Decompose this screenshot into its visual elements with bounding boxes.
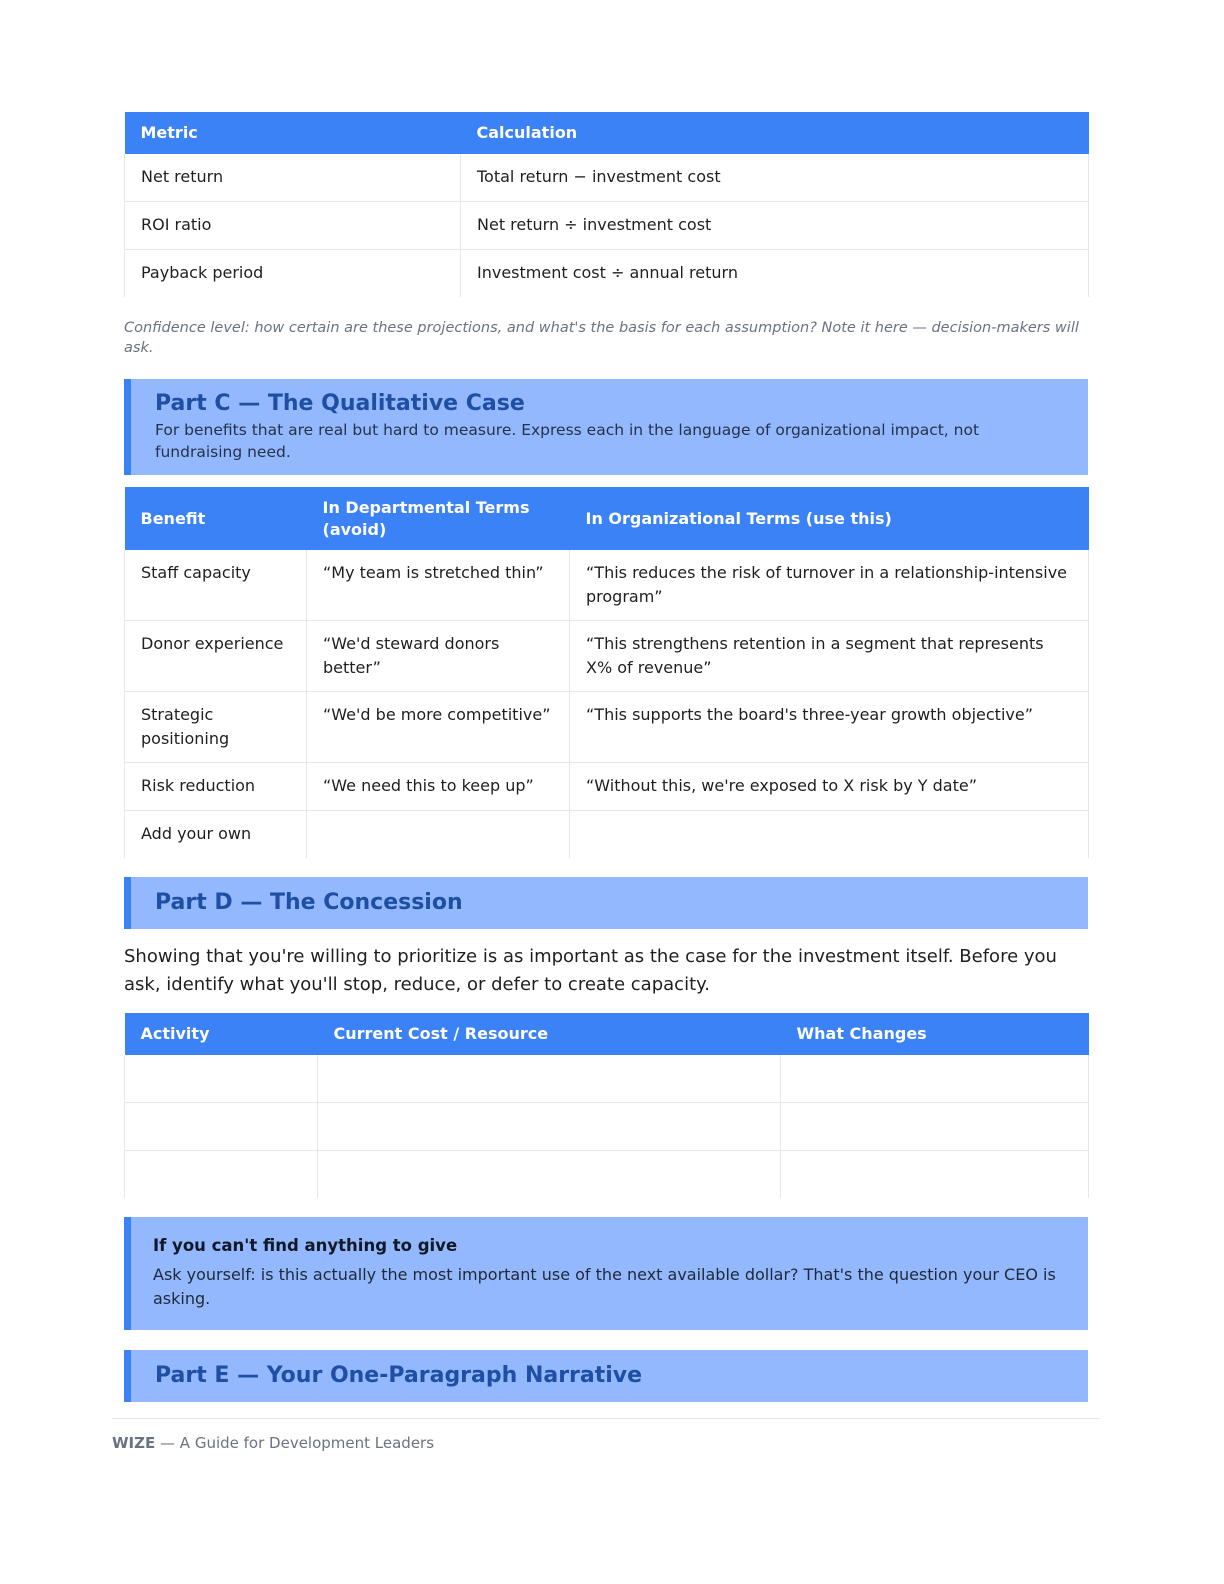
- departmental-terms-cell: “We need this to keep up”: [307, 763, 570, 811]
- calculation-cell: Net return ÷ investment cost: [461, 202, 1089, 250]
- benefit-cell: Strategic positioning: [125, 692, 307, 763]
- column-header-current-cost: Current Cost / Resource: [318, 1013, 781, 1055]
- departmental-terms-cell[interactable]: [307, 811, 570, 859]
- activity-cell[interactable]: [125, 1055, 318, 1103]
- what-changes-cell[interactable]: [781, 1103, 1089, 1151]
- part-e-title: Part E — Your One-Paragraph Narrative: [155, 1363, 643, 1388]
- table-row: [125, 154, 1089, 202]
- departmental-terms-cell: “We'd steward donors better”: [307, 621, 570, 692]
- footer-text: — A Guide for Development Leaders: [160, 1434, 435, 1452]
- organizational-terms-cell: “This reduces the risk of turnover in a relationship-intensive program”: [570, 550, 1089, 621]
- current-cost-cell[interactable]: [318, 1103, 781, 1151]
- activity-cell[interactable]: [125, 1151, 318, 1199]
- benefit-cell: Add your own: [125, 811, 307, 859]
- part-d-intro: Showing that you're willing to prioritize is as important as the case for the investment itself. Before you ask, identify what you'll stop, reduce, or defer to create capacity.: [124, 946, 1057, 995]
- callout-title: If you can't find anything to give: [153, 1236, 458, 1255]
- organizational-terms-cell: “This supports the board's three-year growth objective”: [570, 692, 1089, 763]
- part-e-section-header: [124, 1350, 1088, 1402]
- column-header-metric: Metric: [125, 112, 461, 154]
- part-d-section-header: [124, 877, 1088, 929]
- table-row: [125, 250, 1089, 298]
- column-header-organizational-terms: In Organizational Terms (use this): [570, 487, 1089, 550]
- table-header-row: [125, 1013, 1089, 1055]
- organizational-terms-cell: “Without this, we're exposed to X risk by Y date”: [570, 763, 1089, 811]
- part-c-section-header: [124, 379, 1088, 475]
- calculation-cell: Investment cost ÷ annual return: [461, 250, 1089, 298]
- metric-cell: ROI ratio: [125, 202, 461, 250]
- qualitative-benefits-table: [124, 487, 1089, 858]
- table-row: [125, 811, 1089, 859]
- part-d-title: Part D — The Concession: [155, 890, 463, 915]
- footer-brand: WIZE: [112, 1434, 156, 1452]
- metric-cell: Payback period: [125, 250, 461, 298]
- column-header-what-changes: What Changes: [781, 1013, 1089, 1055]
- roi-metrics-table: [124, 112, 1089, 297]
- table-header-row: [125, 112, 1089, 154]
- organizational-terms-cell[interactable]: [570, 811, 1089, 859]
- table-row: [125, 1151, 1089, 1199]
- page-footer: [112, 1418, 1100, 1452]
- what-changes-cell[interactable]: [781, 1055, 1089, 1103]
- what-changes-cell[interactable]: [781, 1151, 1089, 1199]
- table-row: [125, 1055, 1089, 1103]
- departmental-terms-cell: “My team is stretched thin”: [307, 550, 570, 621]
- callout-text: Ask yourself: is this actually the most important use of the next available dollar? That's the question your CEO is asking.: [153, 1265, 1056, 1308]
- current-cost-cell[interactable]: [318, 1055, 781, 1103]
- benefit-cell: Donor experience: [125, 621, 307, 692]
- table-row: [125, 1103, 1089, 1151]
- table-row: [125, 692, 1089, 763]
- column-header-calculation: Calculation: [461, 112, 1089, 154]
- activity-cell[interactable]: [125, 1103, 318, 1151]
- table-row: [125, 621, 1089, 692]
- tip-callout: [124, 1217, 1088, 1330]
- organizational-terms-cell: “This strengthens retention in a segment that represents X% of revenue”: [570, 621, 1089, 692]
- part-c-subtitle: For benefits that are real but hard to measure. Express each in the language of organizational impact, not fundraising need.: [155, 421, 980, 461]
- current-cost-cell[interactable]: [318, 1151, 781, 1199]
- confidence-note: Confidence level: how certain are these projections, and what's the basis for each assumption? Note it here — decision-makers will ask.: [124, 320, 1079, 356]
- benefit-cell: Risk reduction: [125, 763, 307, 811]
- table-row: [125, 550, 1089, 621]
- calculation-cell: Total return − investment cost: [461, 154, 1089, 202]
- page-content: [124, 112, 1088, 1402]
- table-header-row: [125, 487, 1089, 550]
- benefit-cell: Staff capacity: [125, 550, 307, 621]
- column-header-benefit: Benefit: [125, 487, 307, 550]
- table-row: [125, 202, 1089, 250]
- departmental-terms-cell: “We'd be more competitive”: [307, 692, 570, 763]
- metric-cell: Net return: [125, 154, 461, 202]
- column-header-departmental-terms: In Departmental Terms (avoid): [307, 487, 570, 550]
- table-row: [125, 763, 1089, 811]
- part-c-title: Part C — The Qualitative Case: [155, 391, 525, 416]
- column-header-activity: Activity: [125, 1013, 318, 1055]
- concession-table: [124, 1013, 1089, 1198]
